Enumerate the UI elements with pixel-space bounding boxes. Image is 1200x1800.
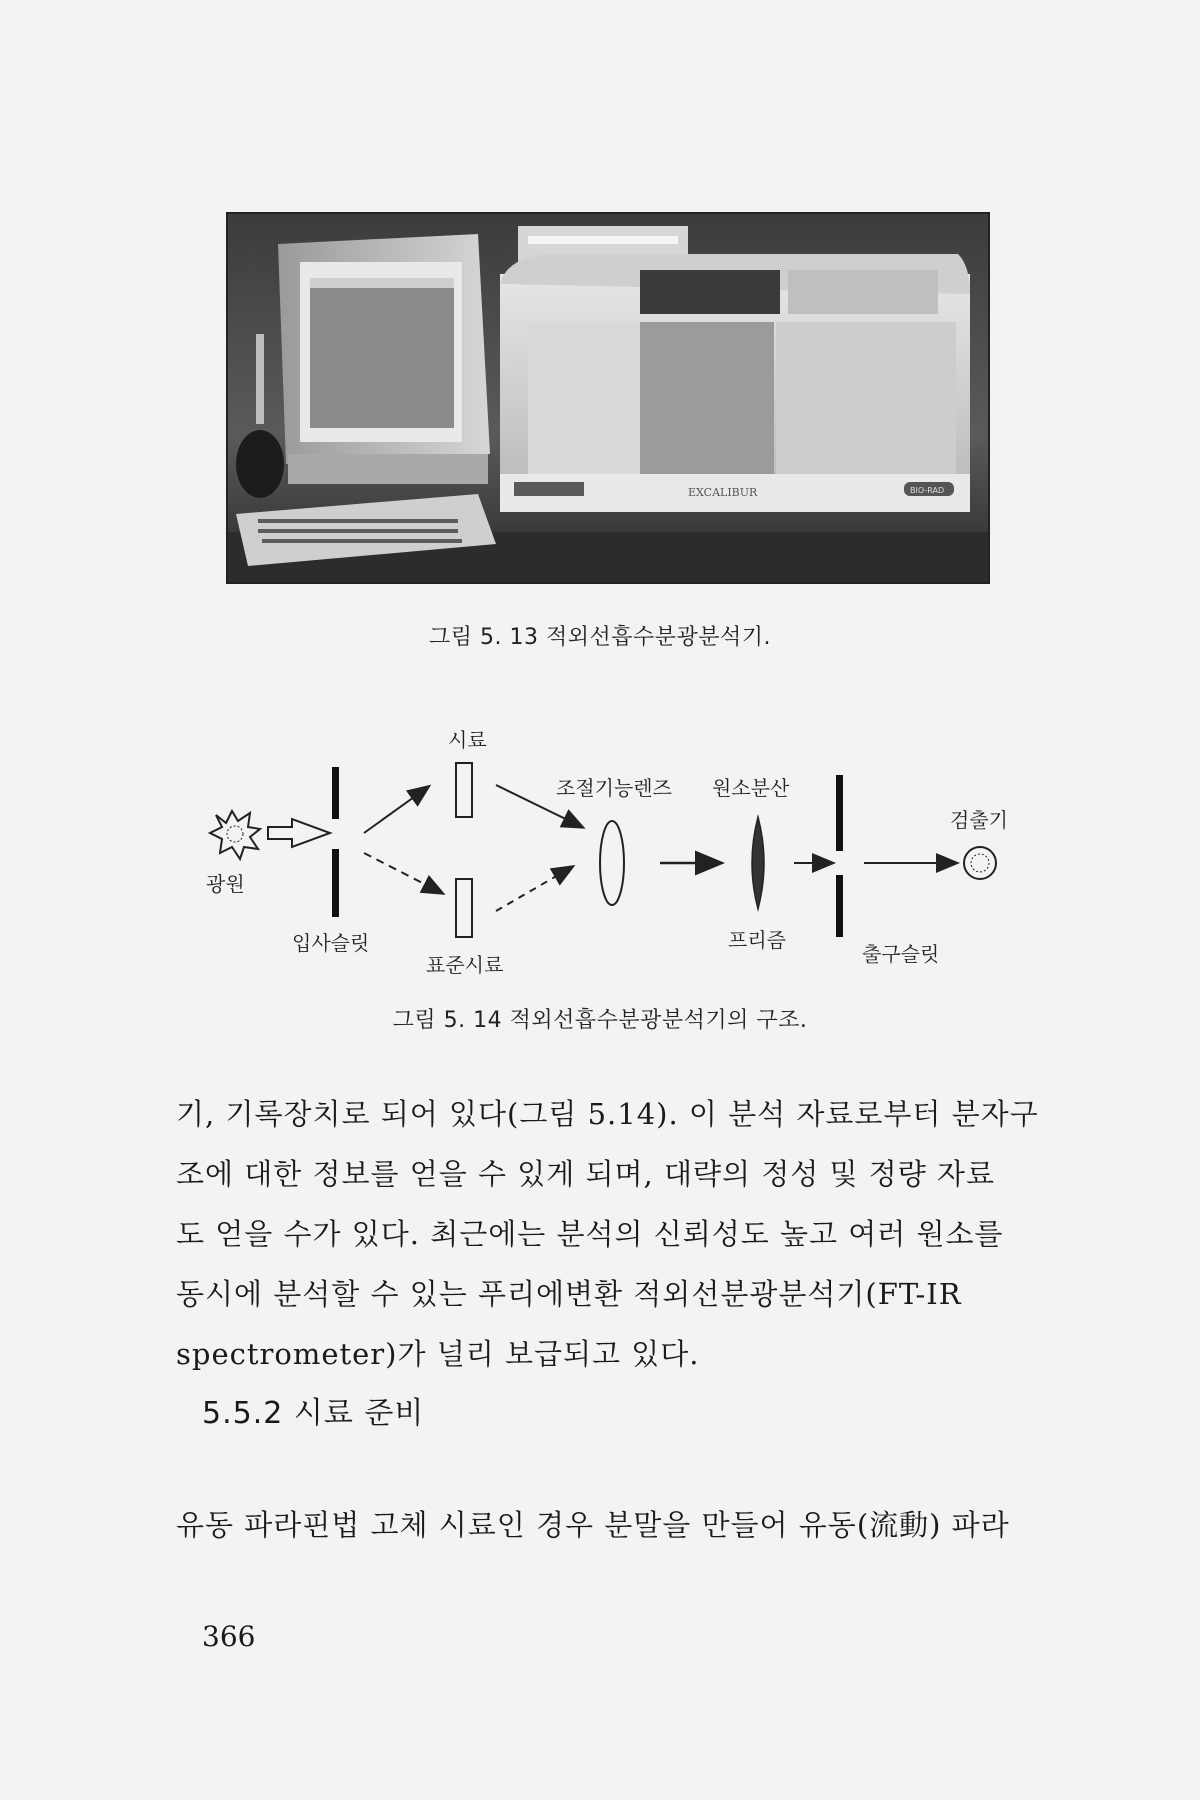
sample-label: 시료 [448,728,487,752]
sample-cell [456,763,472,817]
entrance-slit-top [332,767,339,819]
input-arrow [268,819,330,847]
photo-brand-text: EXCALIBUR [688,486,758,499]
section-heading: 5.5.2 시료 준비 [202,1396,425,1431]
prism-label: 프리즘 [728,928,786,952]
text-line: 도 얻을 수가 있다. 최근에는 분석의 신뢰성도 높고 여러 원소를 [176,1217,1004,1251]
text-line: 조에 대한 정보를 얻을 수 있게 되며, 대략의 정성 및 정량 자료 [176,1157,995,1191]
reference-label: 표준시료 [426,953,504,977]
lens-shape [600,821,624,905]
light-source-icon [210,811,260,859]
spectrometer-structure-diagram [180,715,1040,990]
exit-slit-bottom [836,875,843,937]
body-paragraph [176,1084,1042,1384]
photo-maker-text: BIO-RAD [910,486,945,495]
prism-shape [752,817,764,909]
source-label: 광원 [206,872,245,896]
spectrometer-photo-image [228,214,988,582]
page-number: 366 [202,1620,256,1653]
exit-slit-top [836,775,843,851]
spectrometer-photo [226,212,990,584]
dispersion-label: 원소분산 [712,776,790,800]
detector-label: 검출기 [950,808,1008,832]
figure-5-14-caption: 그림 5. 14 적외선흡수분광분석기의 구조. [392,1008,808,1033]
entrance-slit-bottom [332,849,339,917]
reference-cell [456,879,472,937]
figure-5-13-caption: 그림 5. 13 적외선흡수분광분석기. [429,625,771,650]
body-paragraph-2: 유동 파라핀법 고체 시료인 경우 분말을 만들어 유동(流動) 파라 [176,1508,1010,1542]
text-line: 기, 기록장치로 되어 있다(그림 5.14). 이 분석 자료로부터 분자구 [176,1097,1039,1131]
text-line: 동시에 분석할 수 있는 푸리에변환 적외선분광분석기(FT-IR [176,1277,962,1311]
text-line: spectrometer)가 널리 보급되고 있다. [176,1337,700,1371]
exit-slit-label: 출구슬릿 [862,942,940,966]
detector-icon [964,847,996,879]
lens-label: 조절기능렌즈 [556,776,672,800]
entrance-slit-label: 입사슬릿 [292,931,370,955]
